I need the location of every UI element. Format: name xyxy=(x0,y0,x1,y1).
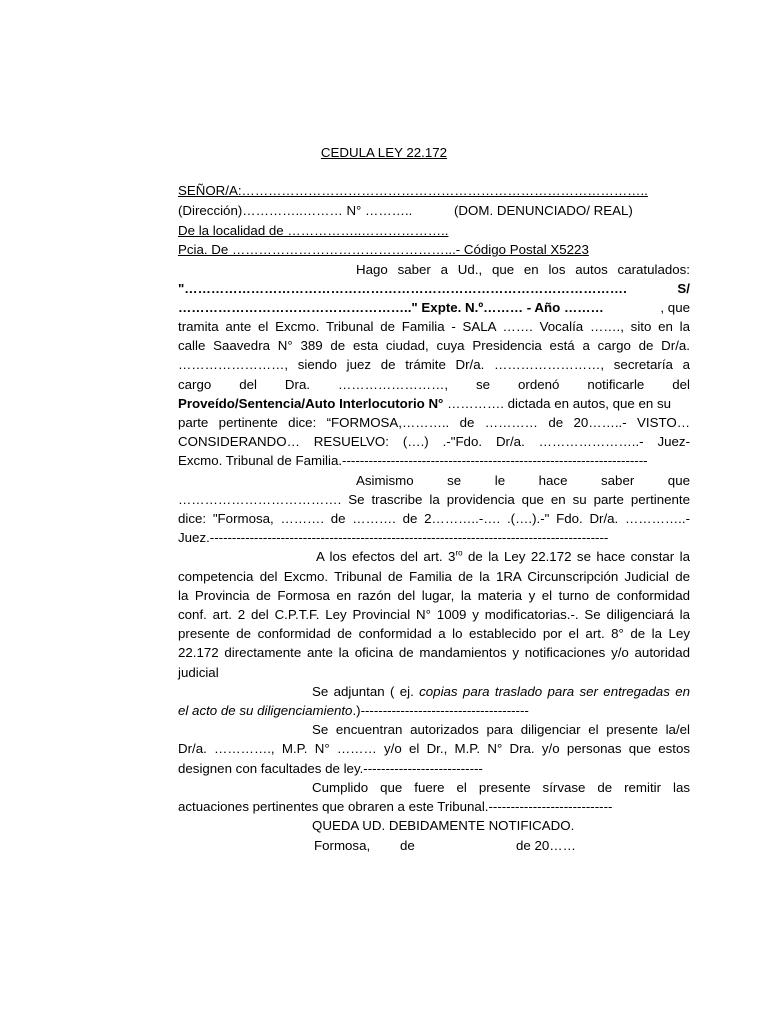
p4-line-1-b: copias para traslado para ser entregadas en xyxy=(413,684,690,699)
recipient-line: SEÑOR/A:……………………………………………………………………………….. xyxy=(178,183,648,198)
p4-line-1-a: Se adjuntan ( ej. xyxy=(312,684,414,699)
title-text: CEDULA LEY 22.172 xyxy=(320,145,448,160)
p4-line-1 xyxy=(312,682,690,701)
p3-line-1 xyxy=(316,547,690,566)
p3-line-5: presente de conformidad de conformidad a lo establecido por el art. 8° de la Ley xyxy=(178,626,690,641)
notification-statement: QUEDA UD. DEBIDAMENTE NOTIFICADO. xyxy=(312,818,575,833)
place-text: Formosa, xyxy=(314,838,371,853)
p6-line-2: actuaciones pertinentes que obraren a este Tribunal.---------------------------- xyxy=(178,799,613,814)
expediente-text: …………………………………………….." Expte. N.º……… - Año ……… xyxy=(178,300,604,315)
p4-line-2-a: el acto de su diligenciamiento xyxy=(178,703,353,718)
resolution-type: Proveído/Sentencia/Auto Interlocutorio N° xyxy=(178,396,444,411)
p3-line-2: competencia del Excmo. Tribunal de Familia de la 1RA Circunscripción Judicial de xyxy=(178,569,690,584)
p3-line-7: judicial xyxy=(178,665,219,680)
p4-line-2 xyxy=(178,701,690,720)
p2-line-4: Juez.------------------------------------------------------------------------------------------ xyxy=(178,530,609,545)
p3-line-3: la Provincia de Formosa en razón del lugar, la materia y el turno de conformidad xyxy=(178,588,690,603)
p2-line-3: dice: "Formosa, ………. de ………. de 2………..-…. .(….).-" Fdo. Dr/a. …………..- xyxy=(178,511,690,526)
address-text: (Dirección)…………..……… N° ……….. xyxy=(178,203,413,218)
p2-line-1: Asimismo se le hace saber que xyxy=(356,473,690,488)
p1-line-3-tail: , que xyxy=(660,300,690,315)
province-line xyxy=(178,240,690,259)
date-de-text: de xyxy=(400,838,415,853)
p2-line-2: ………………………………. Se trascribe la providencia que en su parte pertinente xyxy=(178,492,690,507)
p5-line-2: Dr/a. …………., M.P. N° ……… y/o el Dr., M.P. N° Dra. y/o personas que estos xyxy=(178,741,690,756)
p1-line-8 xyxy=(178,394,690,413)
p3-line-6: 22.172 directamente ante la oficina de mandamientos y notificaciones y/o autoridad xyxy=(178,645,690,660)
p1-line-7: cargo del Dra. ……………………, se ordenó notificarle del xyxy=(178,377,690,392)
p3-line-1-a: A los efectos del art. 3 xyxy=(316,549,456,564)
p3-line-1-b: de la Ley 22.172 se hace constar la xyxy=(462,549,690,564)
document-title xyxy=(0,143,768,162)
p1-line-11: Excmo. Tribunal de Familia.--------------------------------------------------------------------- xyxy=(178,453,648,468)
p5-line-1: Se encuentran autorizados para diligenciar el presente la/el xyxy=(312,722,690,737)
article-ordinal: ro xyxy=(455,548,463,558)
p1-line-1: Hago saber a Ud., que en los autos caratulados: xyxy=(356,262,690,277)
p6-line-1: Cumplido que fuere el presente sírvase de remitir las xyxy=(312,780,690,795)
p1-line-3 xyxy=(178,298,690,317)
p1-line-5: calle Saavedra N° 389 de esta ciudad, cuya Presidencia está a cargo de Dr/a. xyxy=(178,338,690,353)
p1-line-6: ……………………, siendo juez de trámite Dr/a. ……………………, secretaría a xyxy=(178,357,690,372)
p5-line-3: designen con facultades de ley.--------------------------- xyxy=(178,761,483,776)
p4-line-2-b: .)-------------------------------------- xyxy=(352,703,529,718)
locality-text: De la localidad de ……………..……………….. xyxy=(178,223,449,238)
p1-line-10: CONSIDERANDO… RESUELVO: (….) .-"Fdo. Dr/a. …………………..- Juez- xyxy=(178,434,690,449)
locality-line xyxy=(178,221,690,240)
address-type: (DOM. DENUNCIADO/ REAL) xyxy=(454,203,633,218)
address-line xyxy=(178,201,690,220)
p3-line-4: conf. art. 2 del C.P.T.F. Ley Provincial N° 1009 y modificatorias.-. Se diligenciará la xyxy=(178,607,690,622)
p1-line-2: "………………………………………………………………………………………. S/ xyxy=(178,281,690,296)
p1-line-9: parte pertinente dice: “FORMOSA,……….. de ………… de 20……..- VISTO… xyxy=(178,415,690,430)
year-text: de 20…… xyxy=(516,838,576,853)
p1-line-4: tramita ante el Excmo. Tribunal de Familia - SALA ……. Vocalía ……., sito en la xyxy=(178,319,690,334)
province-text: Pcia. De …………………………………………...- Código Postal X5223 xyxy=(178,242,589,257)
place-date-line xyxy=(314,836,690,855)
p1-line-8-tail: …………. dictada en autos, que en su xyxy=(443,396,672,411)
